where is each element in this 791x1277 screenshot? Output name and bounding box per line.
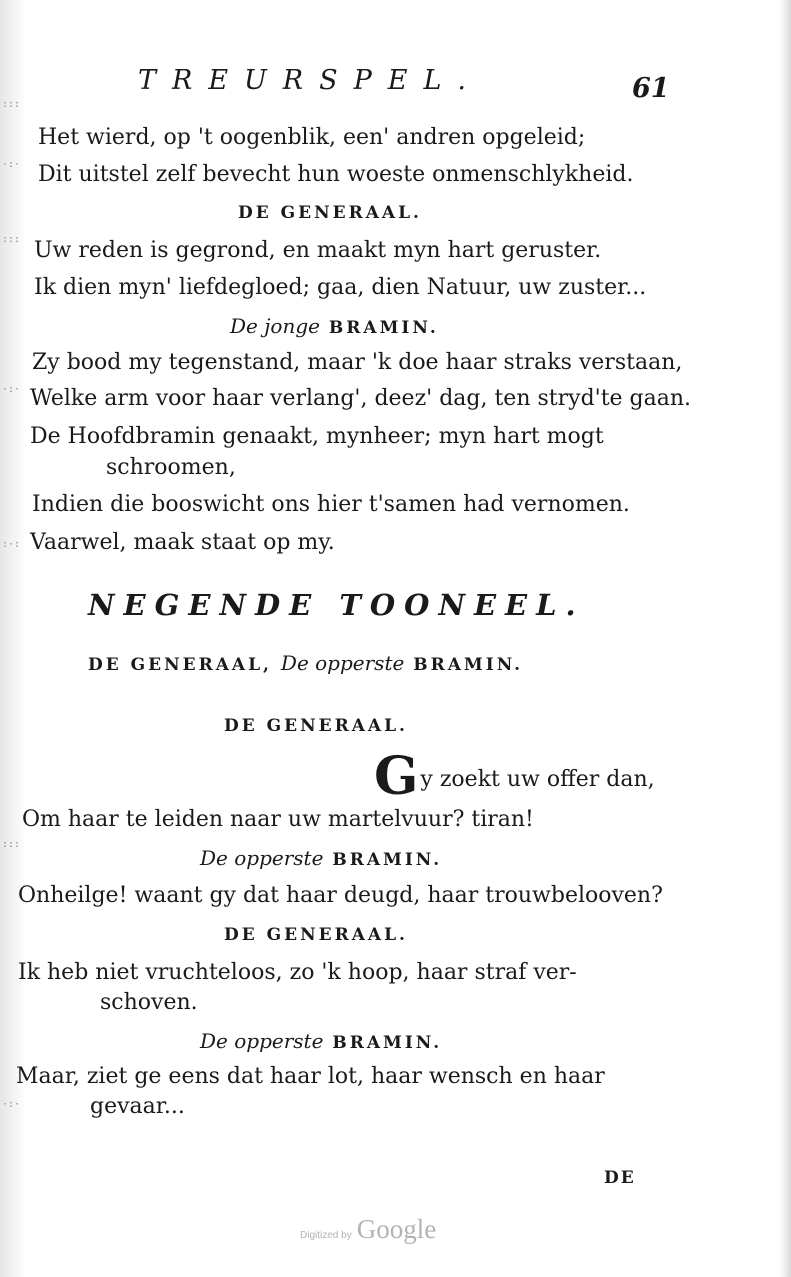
verse-line: Ik dien myn' liefdegloed; gaa, dien Natuur, uw zuster...	[34, 275, 647, 300]
speaker-prefix: De opperste	[200, 1029, 324, 1053]
margin-bleed-mark: ·:·	[2, 1099, 21, 1110]
drop-cap: G	[374, 746, 419, 807]
page-number: 61	[632, 73, 670, 104]
cast-name: BRAMIN.	[413, 655, 524, 675]
scene-cast	[88, 650, 523, 678]
digitized-watermark	[300, 1214, 436, 1245]
margin-bleed-mark: :::	[2, 99, 21, 110]
speaker-name: BRAMIN.	[328, 318, 439, 338]
cast-name: DE GENERAAL,	[88, 655, 272, 675]
margin-bleed-mark: :::	[2, 839, 21, 850]
verse-line: Ik heb niet vruchteloos, zo 'k hoop, haar straf ver-	[18, 960, 577, 985]
verse-line: Het wierd, op 't oogenblik, een' andren opgeleid;	[38, 125, 586, 150]
verse-text: y zoekt uw offer dan,	[420, 767, 655, 792]
speaker-heading	[230, 313, 439, 341]
margin-bleed-mark: :·:	[2, 539, 21, 550]
speaker-prefix: De opperste	[200, 846, 324, 870]
verse-line	[374, 746, 655, 807]
verse-line: Vaarwel, maak staat op my.	[30, 530, 335, 555]
speaker-heading	[200, 845, 442, 873]
watermark-prefix: Digitized by	[300, 1230, 352, 1241]
running-title: TREURSPEL.	[138, 65, 483, 96]
scene-title: NEGENDE TOONEEL.	[88, 588, 585, 622]
catchword: DE	[604, 1168, 636, 1188]
speaker-heading: DE GENERAAL.	[224, 925, 408, 945]
speaker-heading: DE GENERAAL.	[238, 203, 422, 223]
verse-continuation: gevaar...	[90, 1094, 185, 1119]
google-logo: Google	[356, 1214, 437, 1244]
verse-line: Onheilge! waant gy dat haar deugd, haar trouwbelooven?	[18, 883, 663, 908]
verse-line: Zy bood my tegenstand, maar 'k doe haar straks verstaan,	[32, 350, 683, 375]
margin-bleed-mark: :::	[2, 234, 21, 245]
speaker-heading: DE GENERAAL.	[224, 716, 408, 736]
speaker-name: BRAMIN.	[332, 1033, 443, 1053]
verse-line: De Hoofdbramin genaakt, mynheer; myn hart mogt	[30, 424, 604, 449]
margin-bleed-mark: ·:·	[2, 384, 21, 395]
speaker-prefix: De jonge	[230, 314, 320, 338]
margin-bleed-mark: ·:·	[2, 159, 21, 170]
verse-line: Dit uitstel zelf bevecht hun woeste onmenschlykheid.	[38, 162, 634, 187]
verse-line: Maar, ziet ge eens dat haar lot, haar wensch en haar	[16, 1064, 605, 1089]
verse-line: Om haar te leiden naar uw martelvuur? tiran!	[22, 807, 534, 832]
speaker-heading	[200, 1028, 442, 1056]
right-page-edge	[779, 0, 791, 1277]
cast-prefix: De opperste	[280, 651, 405, 675]
verse-continuation: schroomen,	[106, 455, 236, 480]
verse-line: Uw reden is gegrond, en maakt myn hart geruster.	[34, 238, 602, 263]
speaker-name: BRAMIN.	[332, 850, 443, 870]
verse-line: Indien die booswicht ons hier t'samen had vernomen.	[32, 492, 630, 517]
verse-continuation: schoven.	[100, 990, 198, 1015]
verse-line: Welke arm voor haar verlang', deez' dag, ten stryd'te gaan.	[30, 386, 692, 411]
